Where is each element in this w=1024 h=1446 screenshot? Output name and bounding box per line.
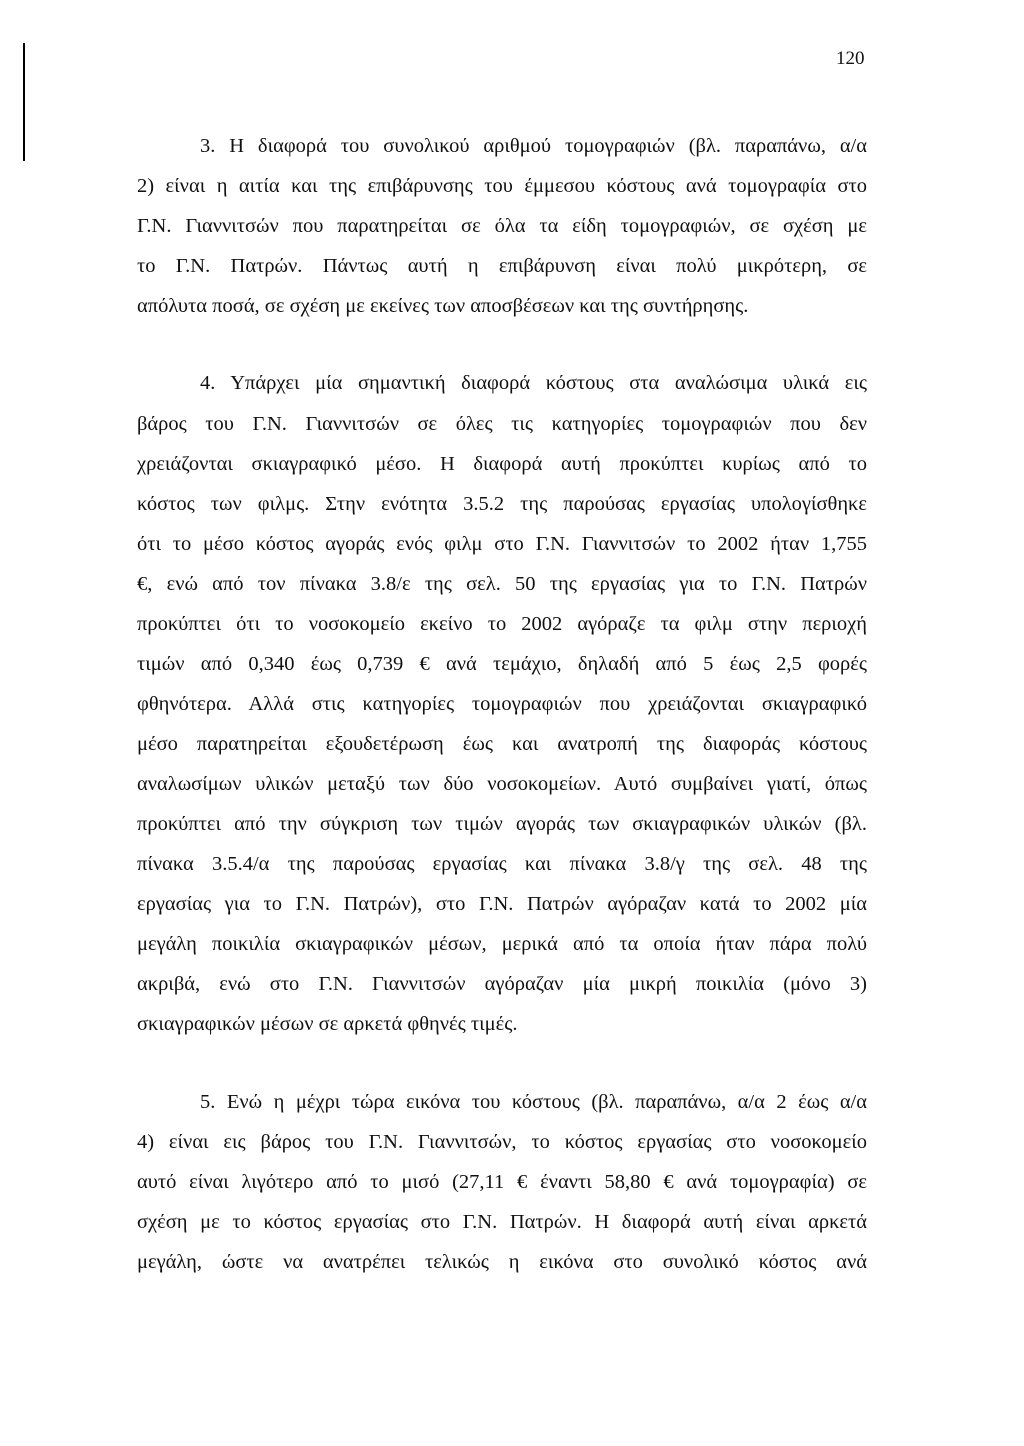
text-line: φθηνότερα. Αλλά στις κατηγορίες τομογραφιών που χρειάζονται σκιαγραφικό [137,693,867,715]
scan-edge-bar [23,43,25,161]
page-number: 120 [836,48,865,69]
text-line: ακριβά, ενώ στο Γ.Ν. Γιαννιτσών αγόραζαν μία μικρή ποικιλία (μόνο 3) [137,973,867,995]
text-line: κόστος των φιλμς. Στην ενότητα 3.5.2 της παρούσας εργασίας υπολογίσθηκε [137,493,867,515]
text-line: μεγάλη, ώστε να ανατρέπει τελικώς η εικόνα στο συνολικό κόστος ανά [137,1251,867,1273]
text-line: 5. Ενώ η μέχρι τώρα εικόνα του κόστους (βλ. παραπάνω, α/α 2 έως α/α [200,1091,867,1113]
text-line: 4) είναι εις βάρος του Γ.Ν. Γιαννιτσών, το κόστος εργασίας στο νοσοκομείο [137,1131,867,1153]
text-line: 3. Η διαφορά του συνολικού αριθμού τομογραφιών (βλ. παραπάνω, α/α [200,135,867,157]
text-line: Γ.Ν. Γιαννιτσών που παρατηρείται σε όλα τα είδη τομογραφιών, σε σχέση με [137,215,867,237]
text-line: 4. Υπάρχει μία σημαντική διαφορά κόστους στα αναλώσιμα υλικά εις [200,372,867,394]
text-line: αυτό είναι λιγότερο από το μισό (27,11 € έναντι 58,80 € ανά τομογραφία) σε [137,1171,867,1193]
text-line: ότι το μέσο κόστος αγοράς ενός φιλμ στο Γ.Ν. Γιαννιτσών το 2002 ήταν 1,755 [137,533,867,555]
text-line: τιμών από 0,340 έως 0,739 € ανά τεμάχιο, δηλαδή από 5 έως 2,5 φορές [137,653,867,675]
text-line: μεγάλη ποικιλία σκιαγραφικών μέσων, μερικά από τα οποία ήταν πάρα πολύ [137,933,867,955]
text-line: αναλωσίμων υλικών μεταξύ των δύο νοσοκομείων. Αυτό συμβαίνει γιατί, όπως [137,773,867,795]
text-line: βάρος του Γ.Ν. Γιαννιτσών σε όλες τις κατηγορίες τομογραφιών που δεν [137,413,867,435]
text-line: το Γ.Ν. Πατρών. Πάντως αυτή η επιβάρυνση είναι πολύ μικρότερη, σε [137,255,867,277]
text-line: σκιαγραφικών μέσων σε αρκετά φθηνές τιμές. [137,1013,518,1035]
text-line: προκύπτει ότι το νοσοκομείο εκείνο το 2002 αγόραζε τα φιλμ στην περιοχή [137,613,867,635]
text-line: μέσο παρατηρείται εξουδετέρωση έως και ανατροπή της διαφοράς κόστους [137,733,867,755]
text-line: εργασίας για το Γ.Ν. Πατρών), στο Γ.Ν. Πατρών αγόραζαν κατά το 2002 μία [137,893,867,915]
text-line: προκύπτει από την σύγκριση των τιμών αγοράς των σκιαγραφικών υλικών (βλ. [137,813,867,835]
text-line: 2) είναι η αιτία και της επιβάρυνσης του έμμεσου κόστους ανά τομογραφία στο [137,175,867,197]
text-line: απόλυτα ποσά, σε σχέση με εκείνες των αποσβέσεων και της συντήρησης. [137,295,749,317]
text-line: πίνακα 3.5.4/α της παρούσας εργασίας και πίνακα 3.8/γ της σελ. 48 της [137,853,867,875]
text-line: σχέση με το κόστος εργασίας στο Γ.Ν. Πατρών. Η διαφορά αυτή είναι αρκετά [137,1211,867,1233]
text-line: €, ενώ από τον πίνακα 3.8/ε της σελ. 50 της εργασίας για το Γ.Ν. Πατρών [137,573,867,595]
text-line: χρειάζονται σκιαγραφικό μέσο. Η διαφορά αυτή προκύπτει κυρίως από το [137,453,867,475]
